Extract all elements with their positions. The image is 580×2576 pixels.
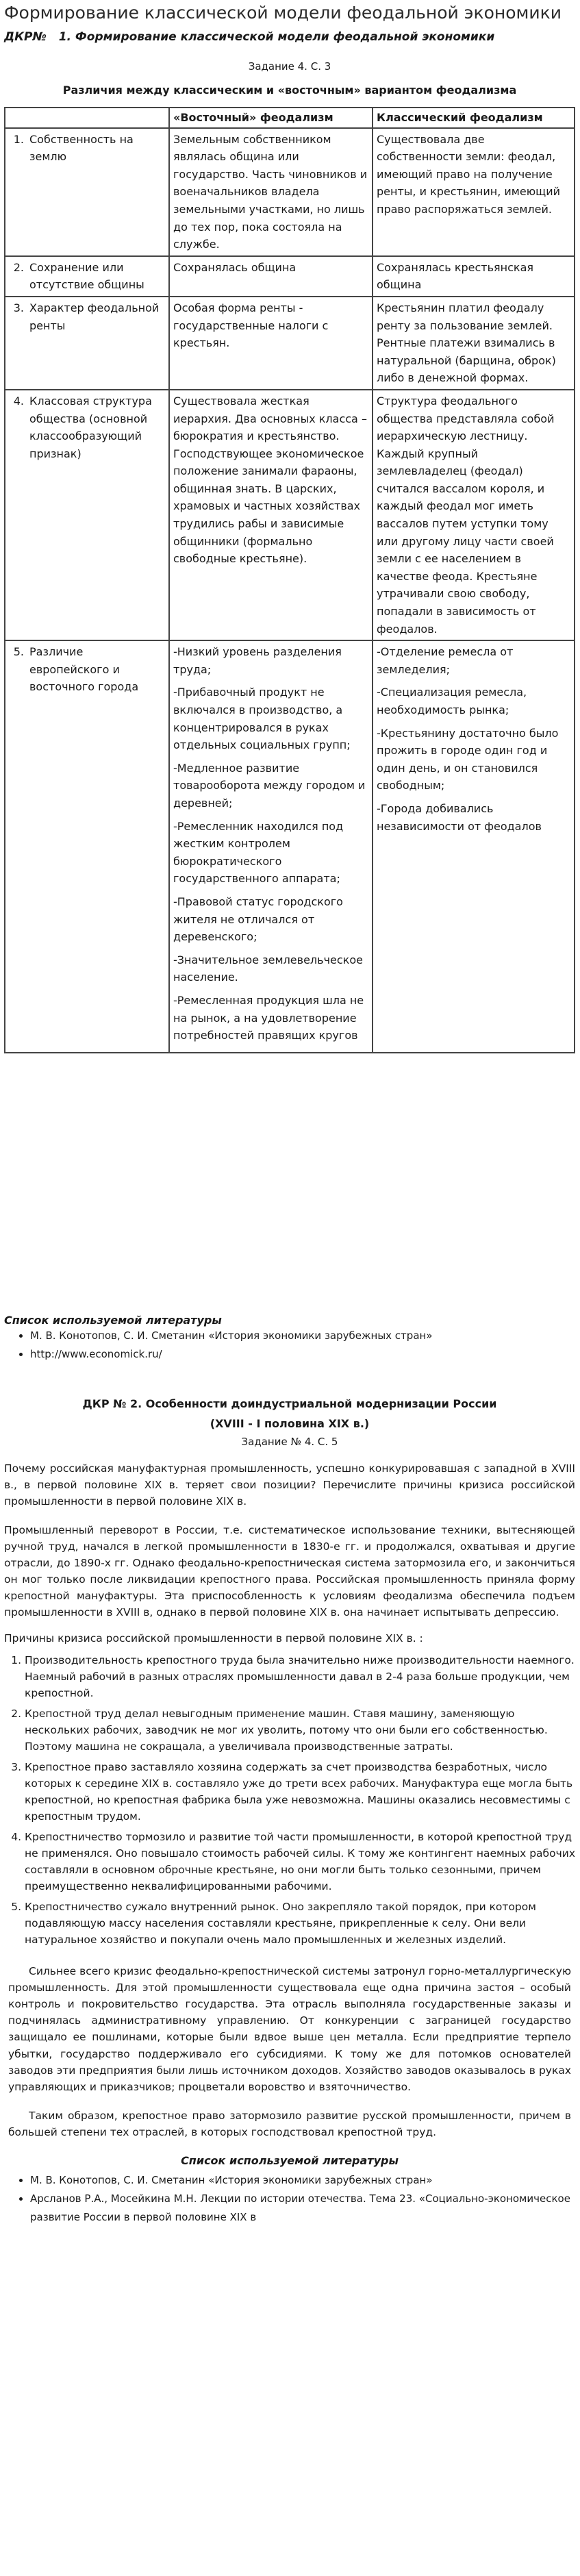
cause-item: 5. Крепостничество сужало внутренний рынок. Оно закрепляло такой порядок, при котором подавляющую массу населения составляли крестьяне, прикрепленные к селу. Они вели натуральное хозяйство и покупали очень мало промышленных и железных изделий. [25,1899,575,1948]
criterion-label: Собственность на землю [29,132,134,164]
row-number: 2. [13,260,24,274]
dkr1-bib-list [4,1327,575,1364]
west-text: -Крестьянину достаточно было прожить в городе один год и один день, и он становился свободным; [377,726,559,792]
table-row [5,640,575,1052]
criterion-label: Различие европейского и восточного города [29,645,139,694]
dkr2-causes-title: Причины кризиса российской промышленности в первой половине XIX в. : [4,1632,423,1645]
criterion-cell [5,128,169,256]
dkr1-heading-text: 1. Формирование классической модели феодальной экономики [58,30,495,44]
dkr2-bib-title: Список используемой литературы [181,2153,399,2167]
dkr1-heading [4,30,494,44]
dkr1-bib-title: Список используемой литературы [4,1314,222,1327]
cause-item: 3. Крепостное право заставляло хозяина содержать за счет производства безработных, число которых к середине XIX в. составляло уже до трети всех рабочих. Мануфактура еще могла быть крепостной, но крепостная фабрика была уже невозможна. Машины оказались несовместимы с крепостным трудом. [25,1759,575,1825]
dkr2-section [4,1397,575,2227]
dkr1-subtitle: Различия между классическим и «восточным» вариантом феодализма [62,84,517,97]
west-cell [373,640,575,1052]
table-header-west: Классический феодализм [373,108,575,128]
dkr1-bibliography [4,1314,575,1364]
west-cell [373,297,575,390]
bib-item: • Арсланов Р.А., Мосейкина М.Н. Лекции по истории отечества. Тема 23. «Социально-экономическое развитие России в первой половине XIX в [30,2190,575,2227]
criterion-cell [5,640,169,1052]
dkr2-paragraph-2: Сильнее всего кризис феодально-крепостнической системы затронул горно-металлургическую промышленность. Для этой промышленности существовала еще одна причина застоя – особый контроль и покровительство государства. Эта отрасль выполняла государственные заказы и подчинялась административному управлению. От конкуренции с заграницей государство защищало ее пошлинами, которые были вдвое выше цен металла. Если предприятие терпело убытки, государство поддерживало его субсидиями. К тому же для потомков основателей заводов эти предприятия были лишь источником доходов. Хозяйство заводов оказывалось в руках управляющих и приказчиков; процветали воровство и взяточничество. [8,1965,571,2093]
criterion-cell [5,390,169,640]
dkr2-paragraph-3: Таким образом, крепостное право затормозило развитие русской промышленности, причем в большей степени тех отраслей, в которых господствовал крепостной труд. [8,2109,571,2138]
bib-item: • М. В. Конотопов, С. И. Сметанин «История экономики зарубежных стран» [30,1327,575,1345]
east-text: -Ремесленная продукция шла не на рынок, а на удовлетворение потребностей правящих кругов [173,993,364,1042]
west-text: -Отделение ремесла от земледелия; [377,645,514,676]
east-text: Земельным собственником являлась община или государство. Часть чиновников и военачальников владела земельными участками, но лишь до тех пор, пока состояла на службе. [173,132,368,251]
row-number: 3. [13,301,24,314]
west-text: Сохранялась крестьянская община [377,260,534,292]
east-text: -Значительное землевельческое население. [173,953,363,984]
row-number: 4. [13,394,24,408]
bib-item: • http://www.economick.ru/ [30,1345,575,1364]
table-row [5,297,575,390]
east-cell [169,390,373,640]
dkr2-period: (XVIII - I половина XIX в.) [210,1417,370,1430]
cause-item: 2. Крепостной труд делал невыгодным применение машин. Ставя машину, заменяющую нескольких рабочих, заводчик не мог их уволить, потому что они были его собственностью. Поэтому машина не сокращала, а увеличивала производственные затраты. [25,1705,575,1755]
east-text: -Ремесленник находился под жестким контролем бюрократического государственного аппарата; [173,819,344,886]
row-number: 1. [13,132,24,146]
table-row [5,128,575,256]
dkr2-question: Почему российская мануфактурная промышленность, успешно конкурировавшая с западной в XVIII в., в первой половине XIX в. теряет свои позиции? Перечислите причины кризиса российской промышленности в первой половине XIX в. [4,1462,575,1508]
dkr2-task: Задание № 4. С. 5 [241,1436,338,1448]
cause-item: 1. Производительность крепостного труда была значительно ниже производительности наемного. Наемный рабочий в разных отраслях промышленности давал в 2-4 раза больше продукции, чем крепостной. [25,1652,575,1701]
west-cell [373,390,575,640]
document-title: Формирование классической модели феодальной экономики [4,3,562,23]
table-row [5,390,575,640]
criterion-cell [5,297,169,390]
east-cell [169,256,373,297]
criterion-label: Классовая структура общества (основной классообразующий признак) [29,394,152,460]
east-text: Сохранялась община [173,260,297,274]
west-text: Существовала две собственности земли: феодал, имеющий право на получение ренты, и крестьянин, имеющий право распоряжаться землей. [377,132,561,216]
table-row [5,256,575,297]
west-text: -Специализация ремесла, необходимость рынка; [377,686,527,716]
east-text: -Прибавочный продукт не включался в производство, а концентрировался в руках отдельных социальных групп; [173,686,351,752]
west-text: Структура феодального общества представляла собой иерархическую лестницу. Каждый крупный землевладелец (феодал) считался вассалом короля, и каждый феодал мог иметь вассалов путем уступки тому или другому лицу части своей земли с ее населением в качестве феода. Крестьяне утрачивали свою свободу, попадали в зависимость от феодалов. [377,394,555,636]
criterion-label: Характер феодальной ренты [29,301,160,332]
comparison-table [4,107,575,1053]
table-header-criterion [5,108,169,128]
dkr1-prefix: ДКР№ [4,30,47,44]
east-text: -Низкий уровень разделения труда; [173,645,342,676]
dkr2-causes-list [4,1652,575,1948]
dkr2-paragraph-1: Промышленный переворот в России, т.е. систематическое использование техники, вытесняющей ручной труд, начался в легкой промышленности в 1830-е гг. и продолжался, охватывая и другие отрасли, до 1890-х гг. Однако феодально-крепостническая система затормозила его, и закончиться он мог только после ликвидации крепостного права. Российская промышленность приняла форму крепостной мануфактуры. Эта приспособленность к условиям феодализма обеспечила подъем промышленности в XVIII в, однако в первой половине XIX в. она начинает испытывать депрессию. [4,1524,575,1619]
criterion-cell [5,256,169,297]
bib-item: • М. В. Конотопов, С. И. Сметанин «История экономики зарубежных стран» [30,2171,575,2190]
dkr1-task: Задание 4. С. 3 [248,60,331,73]
east-text: -Медленное развитие товарооборота между городом и деревней; [173,761,366,810]
east-cell [169,297,373,390]
cause-item: 4. Крепостничество тормозило и развитие той части промышленности, в которой крепостной труд не применялся. Оно повышало стоимость рабочей силы. К тому же контингент наемных рабочих составляли в основном оброчные крестьяне, но они могли быть только сезонными, причем преимущественно неквалифицированными рабочими. [25,1829,575,1895]
east-cell [169,640,373,1052]
table-header-row [5,108,575,128]
east-text: Особая форма ренты - государственные налоги с крестьян. [173,301,329,350]
west-text: -Города добивались независимости от феодалов [377,801,542,833]
east-text: -Правовой статус городского жителя не отличался от деревенского; [173,895,343,944]
row-number: 5. [13,645,24,659]
east-cell [169,128,373,256]
table-header-east: «Восточный» феодализм [169,108,373,128]
west-cell [373,128,575,256]
comparison-table-body [5,128,575,1053]
criterion-label: Сохранение или отсутствие общины [29,260,144,292]
dkr2-bib-list [4,2171,575,2227]
dkr2-heading: ДКР № 2. Особенности доиндустриальной модернизации России [82,1397,497,1410]
east-text: Существовала жесткая иерархия. Два основных класса – бюрократия и крестьянство. Господствующее экономическое положение занимали фараоны, общинная знать. В царских, храмовых и частных хозяйствах трудились рабы и зависимые общинники (формально свободные крестьяне). [173,394,367,566]
west-text: Крестьянин платил феодалу ренту за пользование землей. Рентные платежи взимались в натуральной (барщина, оброк) либо в денежной формах. [377,301,556,385]
west-cell [373,256,575,297]
